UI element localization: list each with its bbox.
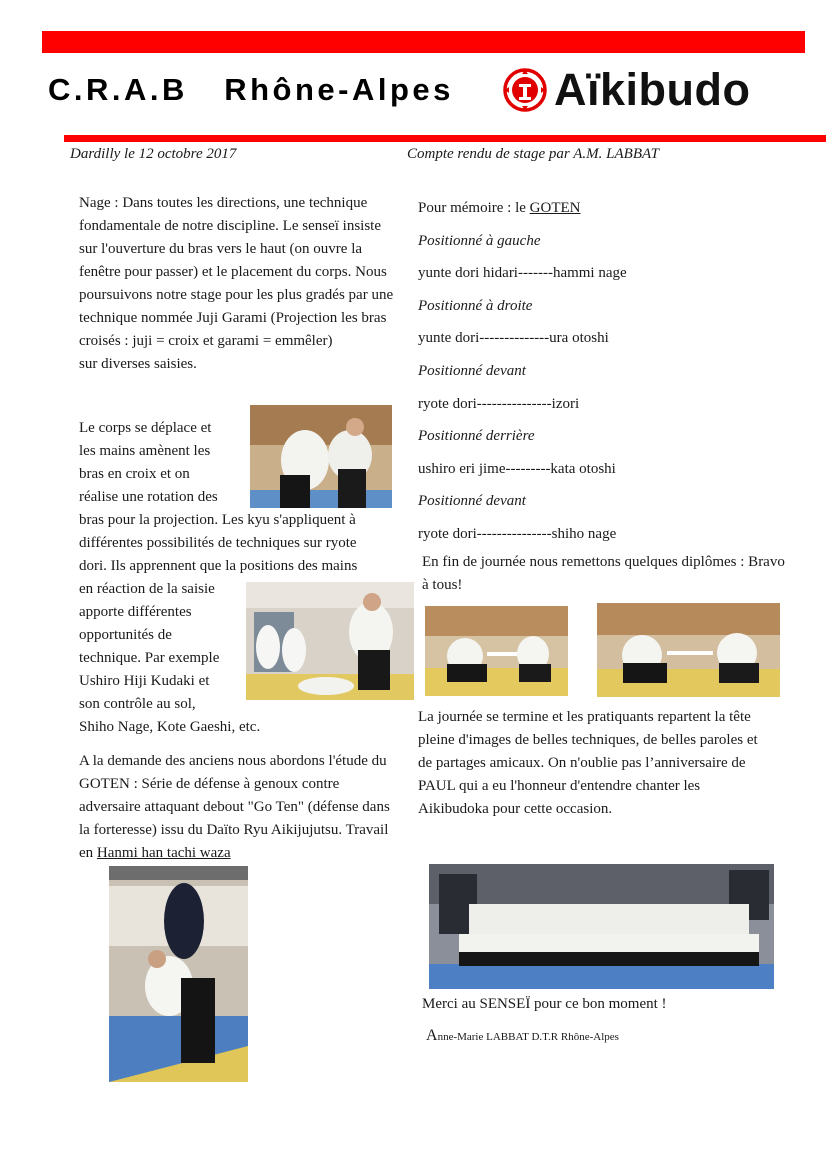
org-title: C.R.A.B Rhône-Alpes xyxy=(48,72,454,107)
hanmi-link[interactable]: Hanmi han tachi waza xyxy=(96,845,231,861)
photo-diploma-1 xyxy=(425,606,568,696)
para2-line: bras pour la projection. Les kyu s'appliquent à xyxy=(79,512,356,528)
memo-prefix: Pour mémoire : le xyxy=(418,200,530,216)
header-rule-bar xyxy=(64,135,826,142)
para2-line: en réaction de la saisie xyxy=(79,581,215,597)
photo-juji-garami xyxy=(250,405,392,508)
memo-line xyxy=(418,192,808,225)
signature-initial: A xyxy=(426,1027,438,1044)
para2-line: apporte différentes xyxy=(79,604,192,620)
para2-line: différentes possibilités de techniques sur ryote xyxy=(79,535,357,551)
position-label: Positionné à droite xyxy=(418,297,533,314)
goten-link[interactable]: GOTEN xyxy=(529,200,581,216)
diplomas-text: En fin de journée nous remettons quelques diplômes : Bravo à tous! xyxy=(422,554,785,593)
para2-line: les mains amènent les xyxy=(79,443,211,459)
report-author: Compte rendu de stage par A.M. LABBAT xyxy=(407,146,659,162)
position-label: Positionné devant xyxy=(418,493,526,510)
para2-line: Le corps se déplace et xyxy=(79,420,212,436)
para3-text: A la demande des anciens nous abordons l'étude du GOTEN : Série de défense à genoux contre adversaire attaquant debout "Go Ten" (défense dans la forteresse) issu du Daïto Ryu Aikijujutsu. Travail en xyxy=(79,753,390,861)
photo-diploma-2 xyxy=(597,603,780,697)
para2-line: Ushiro Hiji Kudaki et xyxy=(79,673,210,689)
position-label: Positionné devant xyxy=(418,362,526,379)
position-label: Positionné derrière xyxy=(418,428,535,445)
position-label: Positionné à gauche xyxy=(418,232,541,249)
left-paragraph-1 xyxy=(79,192,397,376)
para1-end: sur diverses saisies. xyxy=(79,356,197,372)
signature-text: nne-Marie LABBAT D.T.R Rhône-Alpes xyxy=(437,1031,619,1043)
signature xyxy=(426,1027,619,1045)
technique-line: ryote dori---------------shiho nage xyxy=(418,525,617,542)
para2-line: bras en croix et on xyxy=(79,466,190,482)
para2-line: Shiho Nage, Kote Gaeshi, etc. xyxy=(79,719,261,735)
para2-line: technique. Par exemple xyxy=(79,650,220,666)
thanks-text: Merci au SENSEÏ pour ce bon moment ! xyxy=(422,996,667,1012)
technique-line: yunte dori--------------ura otoshi xyxy=(418,330,609,347)
para2-line: opportunités de xyxy=(79,627,172,643)
para2-line: son contrôle au sol, xyxy=(79,696,196,712)
para1-text: Nage : Dans toutes les directions, une technique fondamentale de notre discipline. Le senseï insiste sur l'ouverture du bras vers le haut (on ouvre la fenêtre pour passer) et le placement du corps. Nous poursuivons notre stage pour les plus gradés par une technique nommée Juji Garami (Projection les bras croisés : juji = croix et garami = emmêler) xyxy=(79,195,394,349)
photo-group xyxy=(429,864,774,989)
para2-line: dori. Ils apprennent que la positions des mains xyxy=(79,558,358,574)
para2-line: réalise une rotation des xyxy=(79,489,218,505)
technique-line: ryote dori---------------izori xyxy=(418,395,580,412)
top-red-bar xyxy=(42,31,805,53)
photo-kyu-practice xyxy=(246,582,414,700)
goten-memo xyxy=(418,192,808,551)
ending-paragraph: La journée se termine et les pratiquants repartent la tête pleine d'images de belles techniques, de belles paroles et de partages amicaux. On n'oublie pas l’anniversaire de PAUL qui a eu l'honneur d'entendre chanter les Aikibudoka pour cette occasion. xyxy=(418,709,758,817)
technique-line: ushiro eri jime---------kata otoshi xyxy=(418,460,616,477)
brand-logo-word: Aïkibudo xyxy=(554,64,751,115)
place-date: Dardilly le 12 octobre 2017 xyxy=(70,146,237,162)
aikibudo-seal-icon xyxy=(503,67,547,113)
technique-line: yunte dori hidari-------hammi nage xyxy=(418,265,627,282)
left-paragraph-3 xyxy=(79,750,397,865)
photo-goten-throw xyxy=(109,866,248,1082)
